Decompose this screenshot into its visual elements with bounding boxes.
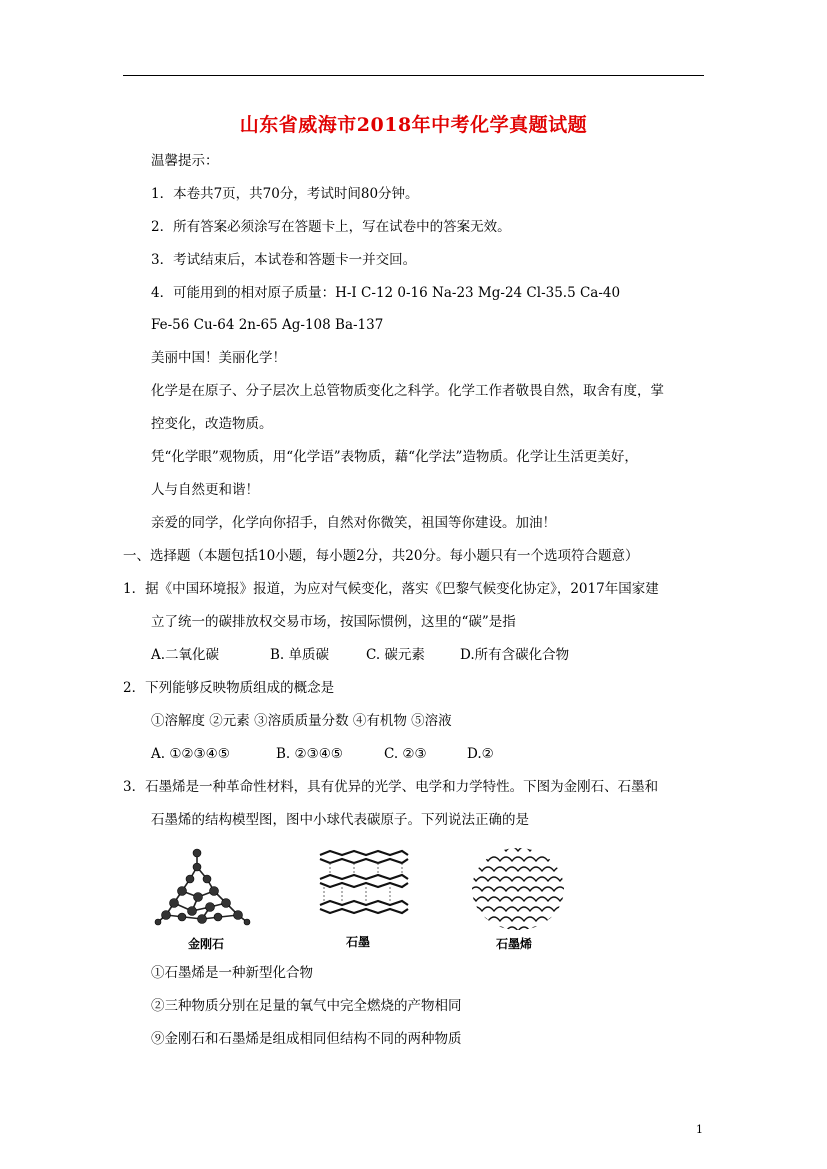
- intro-line: 人与自然更和谐！: [151, 482, 259, 498]
- tip-item: 1．本卷共7页，共70分，考试时间80分钟。: [151, 186, 419, 202]
- tip-item: Fe-56 Cu-64 2n-65 Ag-108 Ba-137: [151, 317, 384, 333]
- q1-option-b: B. 单质碳: [270, 647, 330, 663]
- q3-statement: ⑨金刚石和石墨烯是组成相同但结构不同的两种物质: [151, 1031, 462, 1047]
- question-3-text: 3．石墨烯是一种革命性材料，具有优异的光学、电学和力学特性。下图为金刚石、石墨和: [123, 779, 659, 795]
- q2-option-a: A. ①②③④⑤: [151, 746, 230, 762]
- intro-line: 控变化，改造物质。: [151, 416, 273, 432]
- graphene-caption: 石墨烯: [496, 937, 533, 951]
- q3-statement: ①石墨烯是一种新型化合物: [151, 965, 313, 981]
- diamond-caption: 金刚石: [188, 937, 225, 951]
- page-number: 1: [696, 1123, 703, 1136]
- graphene-structure-figure: [470, 845, 566, 931]
- page-title: 山东省威海市2018年中考化学真题试题: [239, 114, 588, 136]
- tip-item: 2．所有答案必须涂写在答题卡上，写在试卷中的答案无效。: [151, 219, 511, 235]
- graphite-structure-figure: [316, 845, 411, 925]
- intro-line: 凭“化学眼”观物质，用“化学语”表物质，藉“化学法”造物质。化学让生活更美好，: [151, 449, 638, 465]
- question-2-concepts: ①溶解度 ②元素 ③溶质质量分数 ④有机物 ⑤溶液: [151, 713, 452, 729]
- q1-option-d: D.所有含碳化合物: [460, 647, 570, 663]
- q2-option-b: B. ②③④⑤: [276, 746, 343, 762]
- q2-option-c: C. ②③: [384, 746, 427, 762]
- question-3-text: 石墨烯的结构模型图，图中小球代表碳原子。下列说法正确的是: [151, 812, 529, 828]
- tip-item: 4．可能用到的相对原子质量：H-I C-12 0-16 Na-23 Mg-24 Cl-35.5 Ca-40: [151, 285, 621, 301]
- intro-line: 亲爱的同学，化学向你招手，自然对你微笑，祖国等你建设。加油！: [151, 515, 556, 531]
- intro-line: 美丽中国！美丽化学！: [151, 350, 286, 366]
- question-1-text: 立了统一的碳排放权交易市场，按国际惯例，这里的“碳”是指: [151, 614, 516, 630]
- q1-option-a: A.二氧化碳: [151, 647, 220, 663]
- q1-option-c: C. 碳元素: [366, 647, 425, 663]
- graphite-caption: 石墨: [346, 935, 371, 949]
- structure-figures: [150, 845, 570, 955]
- diamond-structure-figure: [152, 845, 252, 930]
- q2-option-d: D.②: [467, 746, 494, 762]
- intro-line: 化学是在原子、分子层次上总管物质变化之科学。化学工作者敬畏自然，取舍有度，掌: [151, 383, 664, 399]
- question-2-text: 2．下列能够反映物质组成的概念是: [123, 680, 335, 696]
- section-heading: 一、选择题（本题包括10小题，每小题2分，共20分。每小题只有一个选项符合题意）: [123, 548, 639, 564]
- tips-heading: 温馨提示：: [151, 153, 219, 169]
- header-rule: [123, 75, 704, 76]
- question-1-text: 1．据《中国环境报》报道，为应对气候变化，落实《巴黎气候变化协定》，2017年国家建: [123, 581, 659, 597]
- q3-statement: ②三种物质分别在足量的氧气中完全燃烧的产物相同: [151, 998, 462, 1014]
- tip-item: 3．考试结束后，本试卷和答题卡一并交回。: [151, 252, 417, 268]
